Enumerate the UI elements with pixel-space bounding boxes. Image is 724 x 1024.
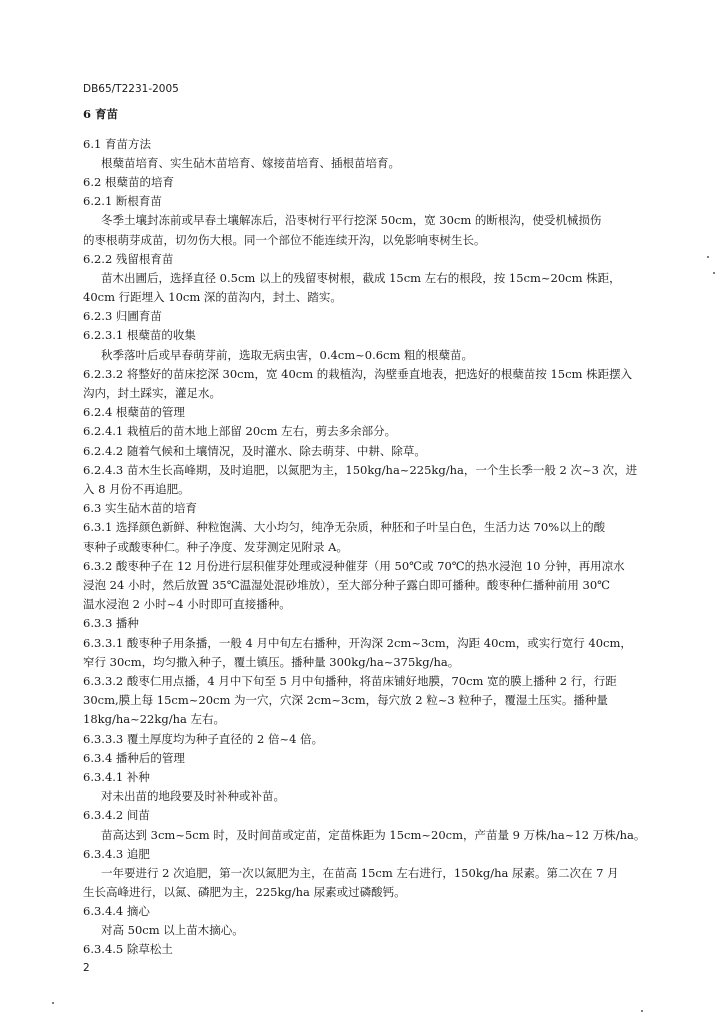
clause-heading: 6.2.4 根蘖苗的管理 xyxy=(83,405,185,419)
paragraph-line: 6.2.3.2 将整好的苗床挖深 30cm，宽 40cm 的栽植沟，沟壁垂直地表，把选好的根蘖苗按 15cm 株距摆入 xyxy=(83,367,633,381)
paragraph-line: 生长高峰进行，以氮、磷肥为主，225kg/ha 尿素或过磷酸钙。 xyxy=(83,885,406,899)
paragraph-line: 40cm 行距埋入 10cm 深的苗沟内，封土、踏实。 xyxy=(83,290,342,304)
clause-heading: 6.2.3.1 根蘖苗的收集 xyxy=(83,328,196,342)
clause-heading: 6.3.4.3 追肥 xyxy=(83,847,150,861)
paragraph-line: 6.2.4.3 苗木生长高峰期，及时追肥，以氮肥为主，150kg/ha~225kg/ha，一个生长季一般 2 次~3 次，进 xyxy=(83,463,638,477)
scan-speck xyxy=(641,1010,643,1012)
paragraph-line: 6.3.3.3 覆土厚度均为种子直径的 2 倍~4 倍。 xyxy=(83,732,324,746)
paragraph-line: 秋季落叶后或早春萌芽前，选取无病虫害，0.4cm~0.6cm 粗的根蘖苗。 xyxy=(101,348,474,362)
paragraph-line: 6.3.1 选择颜色新鲜、种粒饱满、大小均匀，纯净无杂质，种胚和子叶呈白色，生活力达 70%以上的酸 xyxy=(83,520,606,534)
paragraph-line: 苗高达到 3cm~5cm 时，及时间苗或定苗，定苗株距为 15cm~20cm，产苗量 9 万株/ha~12 万株/ha。 xyxy=(101,828,646,842)
paragraph-line: 30cm,膜上每 15cm~20cm 为一穴，穴深 2cm~3cm，每穴放 2 粒~3 粒种子，覆湿土压实。播种量 xyxy=(83,693,608,707)
page-number: 2 xyxy=(83,962,90,974)
paragraph-line: 根蘖苗培育、实生砧木苗培育、嫁接苗培育、插根苗培育。 xyxy=(101,156,400,170)
clause-heading: 6.2.1 断根育苗 xyxy=(83,194,162,208)
clause-heading: 6.3.4.1 补种 xyxy=(83,770,150,784)
clause-heading: 6.3.4.4 摘心 xyxy=(83,904,150,918)
paragraph-line: 窄行 30cm，均匀撒入种子，覆土镇压。播种量 300kg/ha~375kg/ha。 xyxy=(83,655,460,669)
paragraph-line: 冬季土壤封冻前或早春土壤解冻后，沿枣树行平行挖深 50cm，宽 30cm 的断根沟，使受机械损伤 xyxy=(101,213,602,227)
clause-heading: 6.3.4 播种后的管理 xyxy=(83,751,185,765)
clause-heading: 6.3.3 播种 xyxy=(83,616,139,630)
scan-speck xyxy=(707,256,709,258)
clause-heading: 6.3.4.5 除草松土 xyxy=(83,942,173,956)
paragraph-line: 的枣根萌芽成苗，切勿伤大根。同一个部位不能连续开沟，以免影响枣树生长。 xyxy=(83,233,486,247)
clause-heading: 6.2.2 残留根育苗 xyxy=(83,252,174,266)
paragraph-line: 18kg/ha~22kg/ha 左右。 xyxy=(83,712,225,726)
clause-heading: 6.1 育苗方法 xyxy=(83,137,151,151)
section-heading: 6 育苗 xyxy=(83,107,119,121)
paragraph-line: 苗木出圃后，选择直径 0.5cm 以上的残留枣树根，截成 15cm 左右的根段，按 15cm~20cm 株距， xyxy=(101,271,621,285)
paragraph-line: 6.2.4.1 栽植后的苗木地上部留 20cm 左右，剪去多余部分。 xyxy=(83,424,397,438)
standard-code: DB65/T2231-2005 xyxy=(83,83,179,95)
paragraph-line: 沟内，封土踩实，灌足水。 xyxy=(83,386,221,400)
clause-heading: 6.3 实生砧木苗的培育 xyxy=(83,501,197,515)
scan-speck xyxy=(713,272,715,274)
paragraph-line: 枣种子或酸枣种仁。种子净度、发芽测定见附录 A。 xyxy=(83,540,348,554)
paragraph-line: 对高 50cm 以上苗木摘心。 xyxy=(101,923,244,937)
paragraph-line: 6.2.4.2 随着气候和土壤情况，及时灌水、除去萌芽、中耕、除草。 xyxy=(83,444,426,458)
paragraph-line: 浸泡 24 小时，然后放置 35℃温湿处混砂堆放），至大部分种子露白即可播种。酸枣种仁播种前用 30℃ xyxy=(83,578,610,592)
paragraph-line: 温水浸泡 2 小时~4 小时即可直接播种。 xyxy=(83,597,291,611)
paragraph-line: 对未出苗的地段要及时补种或补苗。 xyxy=(101,789,285,803)
paragraph-line: 6.3.2 酸枣种子在 12 月份进行层积催芽处理或浸种催芽（用 50℃或 70℃的热水浸泡 10 分钟，再用凉水 xyxy=(83,559,625,573)
clause-heading: 6.2.3 归圃育苗 xyxy=(83,309,162,323)
clause-heading: 6.3.4.2 间苗 xyxy=(83,808,150,822)
scan-speck xyxy=(52,1002,54,1004)
paragraph-line: 一年要进行 2 次追肥，第一次以氮肥为主，在苗高 15cm 左右进行，150kg/ha 尿素。第二次在 7 月 xyxy=(101,866,619,880)
clause-heading: 6.2 根蘖苗的培育 xyxy=(83,175,174,189)
paragraph-line: 6.3.3.2 酸枣仁用点播，4 月中下旬至 5 月中旬播种，将苗床铺好地膜，70cm 宽的膜上播种 2 行，行距 xyxy=(83,674,617,688)
paragraph-line: 6.3.3.1 酸枣种子用条播，一般 4 月中旬左右播种，开沟深 2cm~3cm，沟距 40cm，或实行宽行 40cm， xyxy=(83,636,632,650)
paragraph-line: 入 8 月份不再追肥。 xyxy=(83,482,190,496)
